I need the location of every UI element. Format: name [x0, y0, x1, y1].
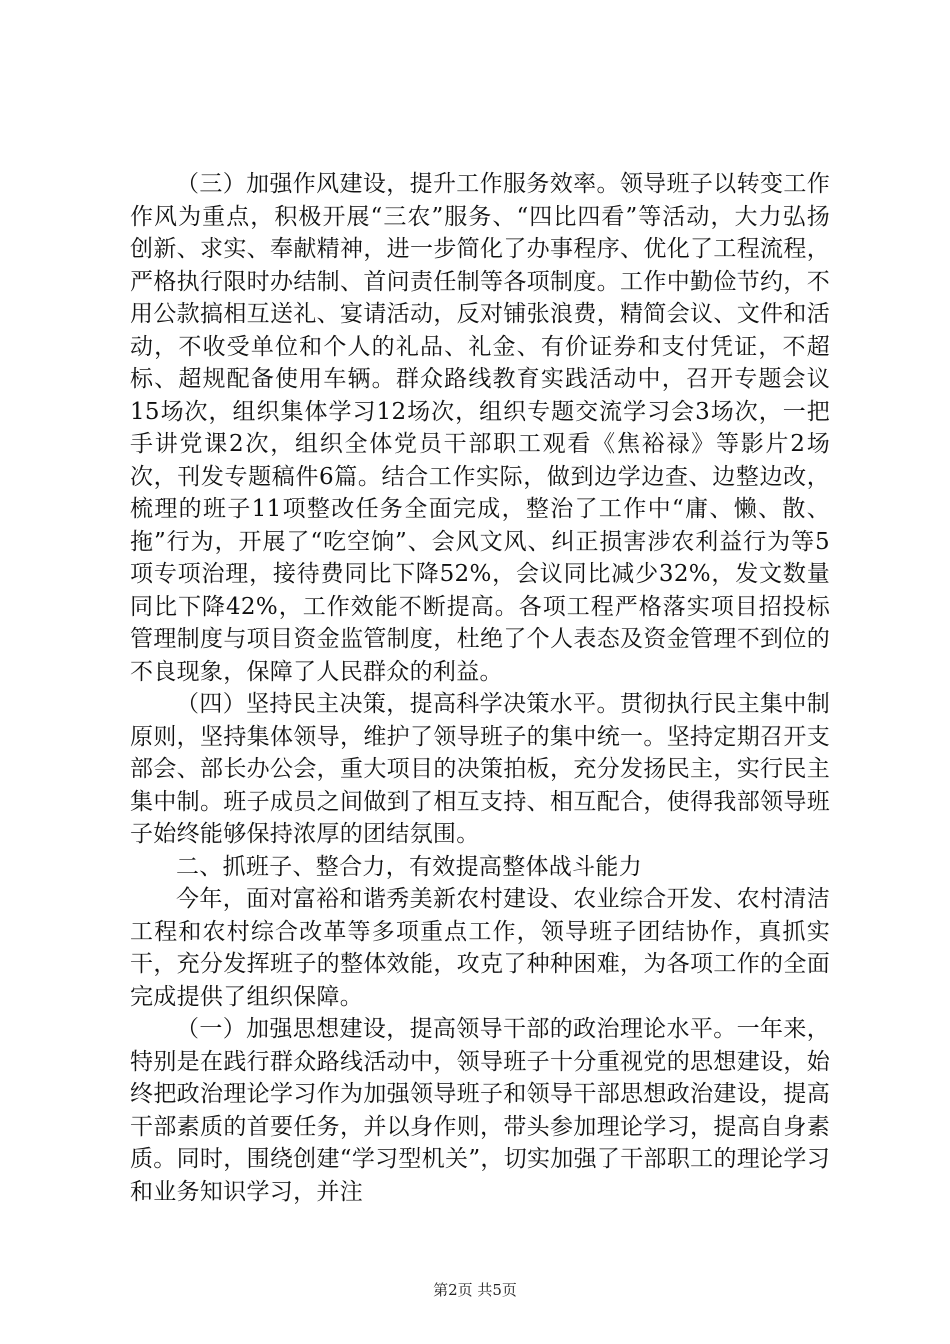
paragraph-this-year: 今年，面对富裕和谐秀美新农村建设、农业综合开发、农村清洁工程和农村综合改革等多项重点工作，领导班子团结协作，真抓实干，充分发挥班子的整体效能，攻克了种种困难，为各项工作的全面完成提供了组织保障。 [130, 886, 830, 1010]
paragraph-democratic-decision: （四）坚持民主决策，提高科学决策水平。贯彻执行民主集中制原则，坚持集体领导，维护了领导班子的集中统一。坚持定期召开支部会、部长办公会，重大项目的决策拍板，充分发扬民主，实行民主集中制。班子成员之间做到了相互支持、相互配合，使得我部领导班子始终能够保持浓厚的团结氛围。 [130, 691, 830, 847]
document-body [130, 168, 830, 1208]
page-number-footer: 第2页 共5页 [433, 1281, 517, 1299]
section-heading-team-building: 二、抓班子、整合力，有效提高整体战斗能力 [176, 853, 642, 880]
paragraph-work-style: （三）加强作风建设，提升工作服务效率。领导班子以转变工作作风为重点，积极开展“三农”服务、“四比四看”等活动，大力弘扬创新、求实、奉献精神，进一步简化了办事程序、优化了工程流程，严格执行限时办结制、首问责任制等各项制度。工作中勤俭节约，不用公款搞相互送礼、宴请活动，反对铺张浪费，精简会议、文件和活动，不收受单位和个人的礼品、礼金、有价证券和支付凭证，不超标、超规配备使用车辆。群众路线教育实践活动中，召开专题会议15场次，组织集体学习12场次，组织专题交流学习会3场次，一把手讲党课2次，组织全体党员干部职工观看《焦裕禄》等影片2场次，刊发专题稿件6篇。结合工作实际，做到边学边查、边整边改，梳理的班子11项整改任务全面完成，整治了工作中“庸、懒、散、拖”行为，开展了“吃空饷”、会风文风、纠正损害涉农利益行为等5项专项治理，接待费同比下降52%，会议同比减少32%，发文数量同比下降42%，工作效能不断提高。各项工程严格落实项目招投标管理制度与项目资金监管制度，杜绝了个人表态及资金管理不到位的不良现象，保障了人民群众的利益。 [130, 171, 830, 685]
paragraph-ideological-building: （一）加强思想建设，提高领导干部的政治理论水平。一年来，特别是在践行群众路线活动中，领导班子十分重视党的思想建设，始终把政治理论学习作为加强领导班子和领导干部思想政治建设，提高干部素质的首要任务，并以身作则，带头参加理论学习，提高自身素质。同时，围绕创建“学习型机关”，切实加强了干部职工的理论学习和业务知识学习，并注 [130, 1016, 830, 1205]
